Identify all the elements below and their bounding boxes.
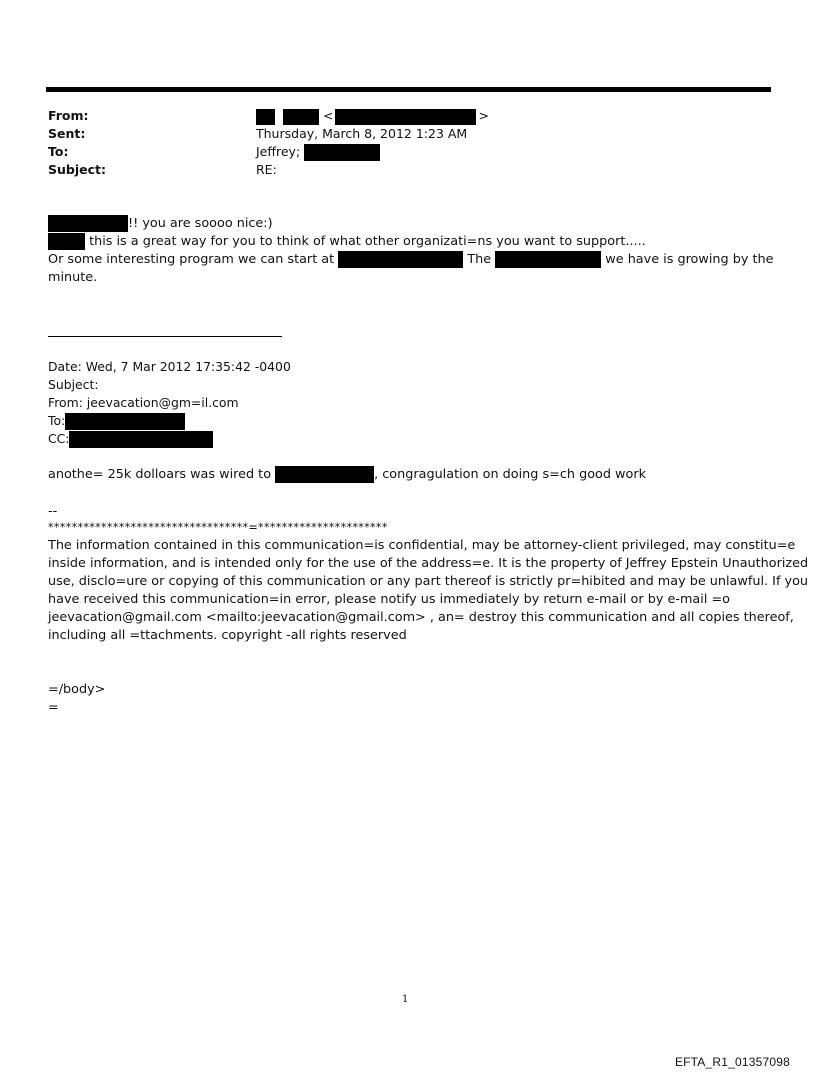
redaction-box xyxy=(48,233,85,250)
redaction-box xyxy=(69,431,213,448)
quoted-message-b: , congragulation on doing s=ch good work xyxy=(374,467,647,482)
redaction-box xyxy=(256,109,275,125)
quote-separator xyxy=(48,336,282,337)
reply-line-3c: we have is growing by the xyxy=(605,252,774,267)
from-lt: < xyxy=(322,108,334,123)
redaction-box xyxy=(283,109,319,125)
disclaimer-line: jeevacation@gmail.com <mailto:jeevacation@gmail.com> , an= destroy this communication and all copies thereof, xyxy=(48,610,794,625)
redaction-box xyxy=(335,109,476,125)
disclaimer-line: including all =ttachments. copyright -all rights reserved xyxy=(48,628,407,643)
quoted-message-a: anothe= 25k dolloars was wired to xyxy=(48,467,272,482)
reply-line-3b: The xyxy=(467,252,492,267)
subject-value: RE: xyxy=(256,162,277,177)
reply-line-2 xyxy=(48,233,646,251)
redaction-box xyxy=(275,466,374,483)
signature-dashes: -- xyxy=(48,504,58,519)
redaction-box xyxy=(338,251,463,268)
quoted-to xyxy=(48,412,185,430)
quoted-date: Date: Wed, 7 Mar 2012 17:35:42 -0400 xyxy=(48,359,291,374)
reply-line-1 xyxy=(48,215,273,233)
reply-line-4: minute. xyxy=(48,270,98,285)
sent-value: Thursday, March 8, 2012 1:23 AM xyxy=(256,126,468,141)
redaction-box xyxy=(495,251,601,268)
quoted-message xyxy=(48,466,646,484)
disclaimer-line: have received this communication=in error, please notify us immediately by return e-mail or by e-mail =o xyxy=(48,592,731,607)
disclaimer-line: use, disclo=ure or copying of this communication or any part thereof is strictly pr=hibited and may be unlawful. If you xyxy=(48,574,809,589)
disclaimer-line: The information contained in this communication=is confidential, may be attorney-client privileged, may constitu=e xyxy=(48,538,796,553)
quoted-to-label: To: xyxy=(48,413,66,428)
from-gt: > xyxy=(478,108,489,123)
to-label: To: xyxy=(48,144,69,159)
reply-line-3a: Or some interesting program we can start at xyxy=(48,252,335,267)
quoted-cc-label: CC: xyxy=(48,431,70,446)
redaction-box xyxy=(65,413,185,430)
reply-line-2-text: this is a great way for you to think of what other organizati=ns you want to support..... xyxy=(89,234,646,249)
page-number: 1 xyxy=(402,994,409,1005)
bates-number: EFTA_R1_01357098 xyxy=(674,1055,790,1069)
quoted-subject: Subject: xyxy=(48,377,99,392)
html-body-close: =/body> xyxy=(48,682,106,697)
quoted-cc xyxy=(48,430,213,448)
reply-line-3 xyxy=(48,251,773,269)
sent-label: Sent: xyxy=(48,126,86,141)
reply-line-1-text: !! you are soooo nice:) xyxy=(128,216,273,231)
disclaimer-line: inside information, and is intended only for the use of the address=e. It is the property of Jeffrey Epstein Unauthorized xyxy=(48,556,809,571)
redaction-box xyxy=(48,215,128,232)
trailing-equals: = xyxy=(48,700,59,715)
to-name: Jeffrey; xyxy=(256,144,301,159)
confidentiality-disclaimer xyxy=(48,537,809,645)
to-value xyxy=(256,143,380,161)
header-rule xyxy=(46,87,771,92)
from-label: From: xyxy=(48,108,89,123)
subject-label: Subject: xyxy=(48,162,106,177)
from-value xyxy=(256,107,489,125)
quoted-from: From: jeevacation@gm=il.com xyxy=(48,395,239,410)
signature-stars: **********************************=********************** xyxy=(48,521,388,534)
redaction-box xyxy=(304,144,380,161)
